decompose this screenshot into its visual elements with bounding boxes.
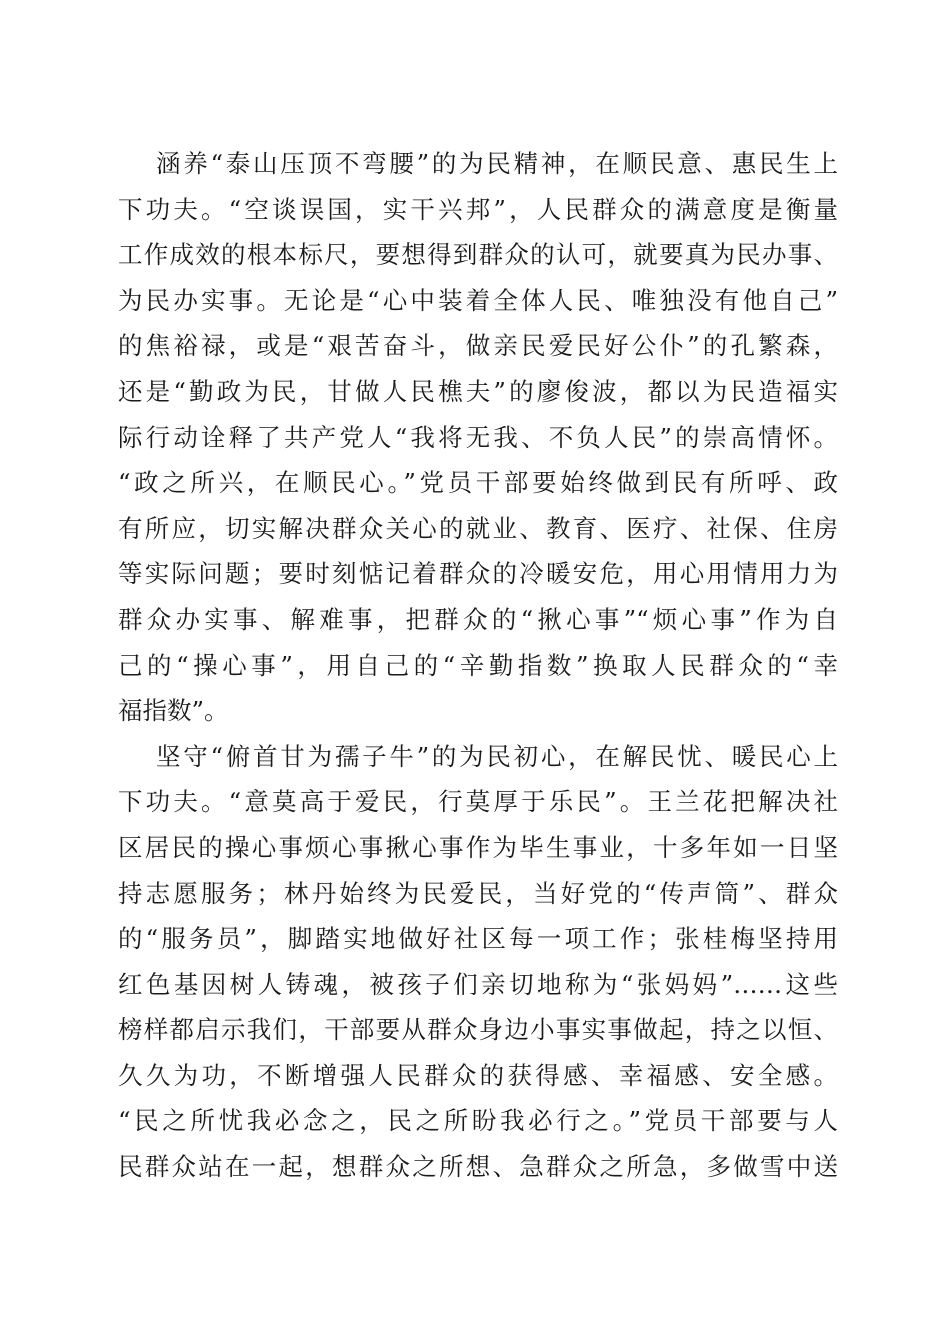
document-body [118,141,838,1190]
paragraph-2-line: 区居民的操心事烦心事揪心事作为毕生事业，十多年如一日坚 [118,832,838,862]
paragraph-2-line: 民群众站在一起，想群众之所想、急群众之所急，多做雪中送 [118,1152,838,1182]
paragraph-1-line: 群众办实事、解难事，把群众的“揪心事”“烦心事”作为自 [118,604,838,634]
paragraph-2-line: 久久为功，不断增强人民群众的获得感、幸福感、安全感。 [118,1060,838,1090]
paragraph-1-line: 己的“操心事”，用自己的“辛勤指数”换取人民群众的“幸 [118,650,838,680]
paragraph-2-line: 持志愿服务；林丹始终为民爱民，当好党的“传声筒”、群众 [118,878,838,908]
paragraph-1-line: 工作成效的根本标尺，要想得到群众的认可，就要真为民办事、 [118,240,838,270]
paragraph-1-line: 际行动诠释了共产党人“我将无我、不负人民”的崇高情怀。 [118,422,838,452]
paragraph-2-line: 红色基因树人铸魂，被孩子们亲切地称为“张妈妈”……这些 [118,969,838,999]
paragraph-1-line: 福指数”。 [118,696,229,726]
paragraph-1-line: 下功夫。“空谈误国，实干兴邦”，人民群众的满意度是衡量 [118,194,838,224]
paragraph-2-line: 坚守“俯首甘为孺子牛”的为民初心，在解民忧、暖民心上 [156,741,838,771]
paragraph-1-line: 为民办实事。无论是“心中装着全体人民、唯独没有他自己” [118,285,838,315]
paragraph-1-line: 等实际问题；要时刻惦记着群众的冷暖安危，用心用情用力为 [118,559,838,589]
paragraph-2-line: 的“服务员”，脚踏实地做好社区每一项工作；张桂梅坚持用 [118,924,838,954]
paragraph-2-line: “民之所忧我必念之，民之所盼我必行之。”党员干部要与人 [118,1106,838,1136]
paragraph-1-line: “政之所兴，在顺民心。”党员干部要始终做到民有所呼、政 [118,468,838,498]
paragraph-2-line: 榜样都启示我们，干部要从群众身边小事实事做起，持之以恒、 [118,1015,838,1045]
paragraph-2-line: 下功夫。“意莫高于爱民，行莫厚于乐民”。王兰花把解决社 [118,787,838,817]
paragraph-1-line: 还是“勤政为民，甘做人民樵夫”的廖俊波，都以为民造福实 [118,376,838,406]
paragraph-1-line: 涵养“泰山压顶不弯腰”的为民精神，在顺民意、惠民生上 [156,149,838,178]
paragraph-1-line: 的焦裕禄，或是“艰苦奋斗，做亲民爱民好公仆”的孔繁森， [118,331,838,361]
paragraph-1-line: 有所应，切实解决群众关心的就业、教育、医疗、社保、住房 [118,513,838,543]
